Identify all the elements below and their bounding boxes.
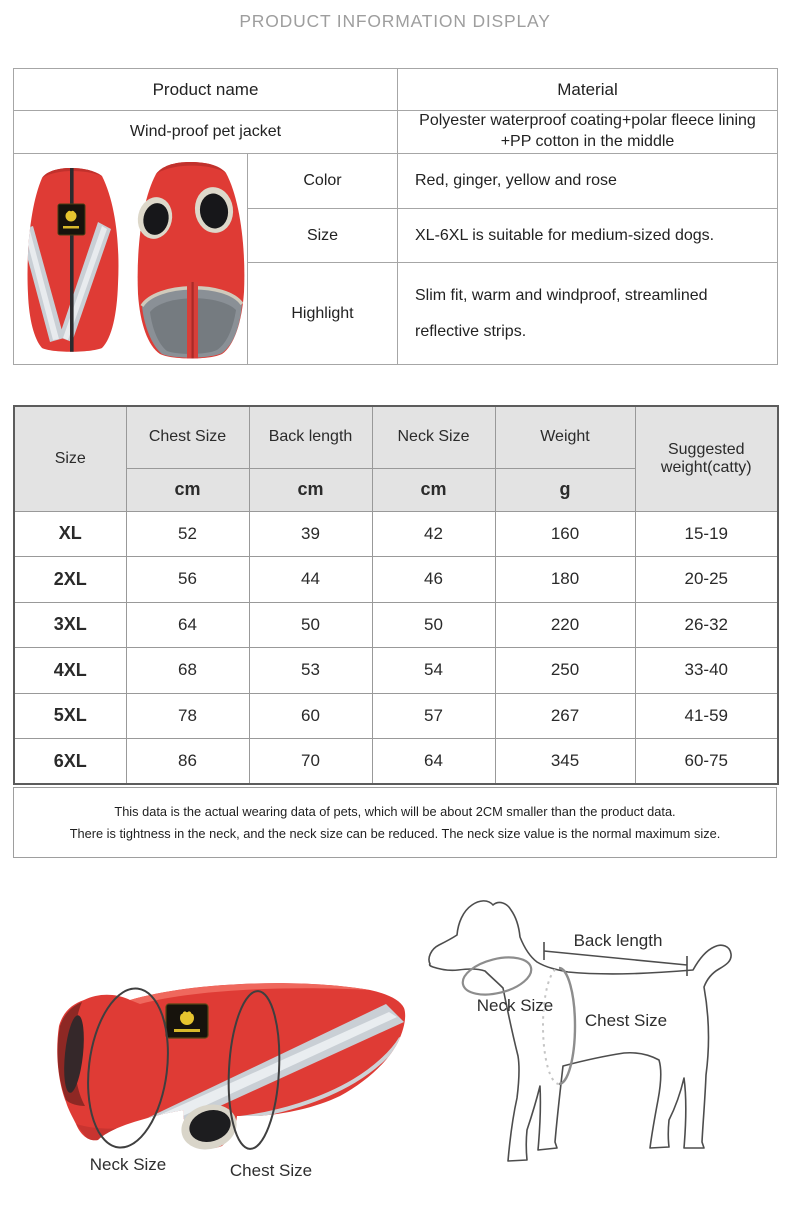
cell-weight: 267 <box>495 693 635 739</box>
cell-weight: 250 <box>495 648 635 694</box>
cell-back: 70 <box>249 739 372 785</box>
dog-neck-size-label: Neck Size <box>476 996 554 1015</box>
cell-neck: 50 <box>372 602 495 648</box>
cell-neck: 64 <box>372 739 495 785</box>
table-row-6xl <box>14 739 778 785</box>
table-row-4xl <box>14 648 778 694</box>
cell-size: 5XL <box>14 693 126 739</box>
cell-chest: 78 <box>126 693 249 739</box>
cell-size: 6XL <box>14 739 126 785</box>
cell-neck: 42 <box>372 511 495 557</box>
col-header-back: Back length <box>249 406 372 468</box>
table-row-3xl <box>14 602 778 648</box>
note-line-1: This data is the actual wearing data of pets, which will be about 2CM smaller than the product data. <box>114 804 676 819</box>
table-row-2xl <box>14 557 778 603</box>
cell-chest: 52 <box>126 511 249 557</box>
col-header-size: Size <box>14 406 126 511</box>
cell-back: 60 <box>249 693 372 739</box>
dog-chest-size-label: Chest Size <box>584 1011 668 1030</box>
cell-suggested: 15-19 <box>635 511 778 557</box>
cell-size: XL <box>14 511 126 557</box>
measurement-notes <box>13 787 777 858</box>
cell-neck: 46 <box>372 557 495 603</box>
material-value <box>398 111 778 154</box>
cell-chest: 64 <box>126 602 249 648</box>
spec-label-size: Size <box>248 209 398 263</box>
product-photo <box>14 154 248 365</box>
cell-suggested: 20-25 <box>635 557 778 603</box>
jacket-measurement-illustration <box>0 920 420 1210</box>
spec-row-color <box>14 154 778 209</box>
note-line-2: There is tightness in the neck, and the neck size can be reduced. The neck size value is the normal maximum size. <box>69 826 721 841</box>
info-value-row <box>14 111 778 154</box>
unit-neck: cm <box>372 468 495 511</box>
cell-weight: 220 <box>495 602 635 648</box>
col-header-suggested: Suggested weight(catty) <box>635 406 778 511</box>
product-info-table <box>13 68 778 365</box>
cell-size: 4XL <box>14 648 126 694</box>
cell-size: 2XL <box>14 557 126 603</box>
cell-neck: 57 <box>372 693 495 739</box>
cell-chest: 68 <box>126 648 249 694</box>
unit-chest: cm <box>126 468 249 511</box>
cell-suggested: 33-40 <box>635 648 778 694</box>
cell-back: 53 <box>249 648 372 694</box>
size-chart-table <box>13 405 779 785</box>
cell-weight: 180 <box>495 557 635 603</box>
size-chart-header-row <box>14 406 778 468</box>
cell-back: 39 <box>249 511 372 557</box>
material-line-2: +PP cotton in the middle <box>500 133 675 150</box>
material-line-1: Polyester waterproof coating+polar fleece lining <box>419 112 756 130</box>
col-header-neck: Neck Size <box>372 406 495 468</box>
jacket-chest-size-label: Chest Size <box>229 1161 313 1180</box>
info-header-row <box>14 69 778 111</box>
spec-label-color: Color <box>248 154 398 209</box>
product-name-value: Wind-proof pet jacket <box>14 111 398 154</box>
page-title: PRODUCT INFORMATION DISPLAY <box>239 11 551 31</box>
cell-suggested: 41-59 <box>635 693 778 739</box>
spec-value-highlight: Slim fit, warm and windproof, streamlined reflective strips. <box>398 263 778 365</box>
spec-value-color: Red, ginger, yellow and rose <box>398 154 778 209</box>
cell-neck: 54 <box>372 648 495 694</box>
dog-back-length-label: Back length <box>573 931 663 950</box>
product-name-header: Product name <box>14 69 398 111</box>
cell-suggested: 26-32 <box>635 602 778 648</box>
jacket-photo-illustration <box>14 154 248 364</box>
cell-back: 50 <box>249 602 372 648</box>
table-row-xl <box>14 511 778 557</box>
spec-label-highlight: Highlight <box>248 263 398 365</box>
cell-back: 44 <box>249 557 372 603</box>
cell-chest: 56 <box>126 557 249 603</box>
material-header: Material <box>398 69 778 111</box>
cell-weight: 160 <box>495 511 635 557</box>
cell-weight: 345 <box>495 739 635 785</box>
cell-chest: 86 <box>126 739 249 785</box>
col-header-weight: Weight <box>495 406 635 468</box>
cell-size: 3XL <box>14 602 126 648</box>
jacket-neck-size-label: Neck Size <box>89 1155 167 1174</box>
table-row-5xl <box>14 693 778 739</box>
dog-measurement-illustration <box>400 880 790 1190</box>
unit-back: cm <box>249 468 372 511</box>
spec-value-size: XL-6XL is suitable for medium-sized dogs. <box>398 209 778 263</box>
cell-suggested: 60-75 <box>635 739 778 785</box>
col-header-chest: Chest Size <box>126 406 249 468</box>
unit-weight: g <box>495 468 635 511</box>
